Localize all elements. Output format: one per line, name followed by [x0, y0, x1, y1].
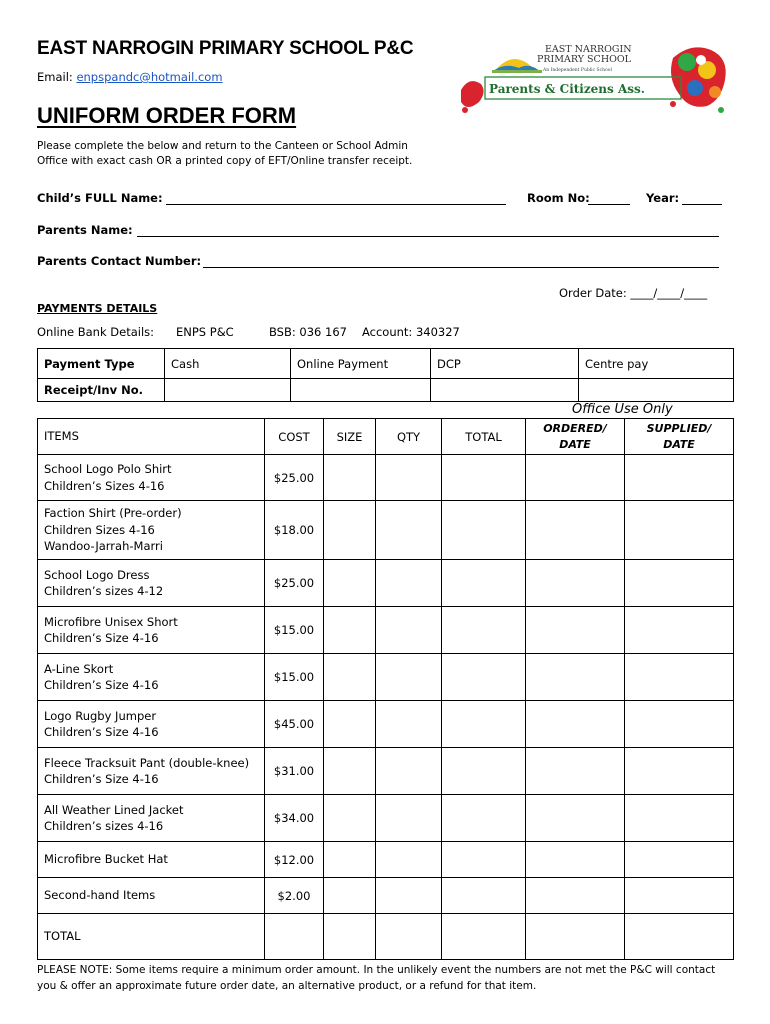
year-label: Year:: [646, 191, 680, 205]
header-supplied: [625, 419, 734, 455]
form-title: UNIFORM ORDER FORM: [37, 103, 297, 128]
item-row: [38, 455, 734, 501]
item-line: Second-hand Items: [44, 888, 156, 903]
item-row: [38, 501, 734, 560]
item-line: Children’s Size 4-16: [44, 772, 159, 786]
size-input[interactable]: [324, 654, 376, 701]
item-line: Microfibre Unisex Short: [44, 614, 178, 629]
total-input[interactable]: [442, 501, 526, 560]
supplied-date-cell: [625, 607, 734, 654]
item-line: Children’s sizes 4-12: [44, 584, 164, 598]
room-label: Room No:: [527, 191, 590, 205]
item-row: [38, 748, 734, 795]
total-input[interactable]: [442, 795, 526, 842]
item-row: [38, 701, 734, 748]
item-line: All Weather Lined Jacket: [44, 802, 184, 817]
total-input[interactable]: [442, 748, 526, 795]
logo-line2: PRIMARY SCHOOL: [537, 54, 631, 65]
ordered-date-cell: [526, 501, 625, 560]
school-title: EAST NARROGIN PRIMARY SCHOOL P&C: [37, 38, 414, 59]
instruction-line: Office with exact cash OR a printed copy of EFT/Online transfer receipt.: [37, 155, 413, 167]
qty-input[interactable]: [376, 607, 442, 654]
payment-option-cash[interactable]: Cash: [165, 349, 291, 379]
item-line: Children Sizes 4-16: [44, 522, 155, 537]
item-row: [38, 878, 734, 914]
total-input[interactable]: [442, 455, 526, 501]
receipt-label: Receipt/Inv No.: [38, 379, 165, 402]
item-description: [38, 560, 265, 607]
item-line: Children’s Size 4-16: [44, 725, 159, 739]
header-size: SIZE: [324, 419, 376, 455]
item-line: Logo Rugby Jumper: [44, 708, 157, 723]
item-row: [38, 560, 734, 607]
total-cell: [324, 914, 376, 960]
item-line: Children’s Size 4-16: [44, 678, 159, 692]
item-cost: $12.00: [265, 842, 324, 878]
qty-input[interactable]: [376, 654, 442, 701]
instruction-line: Please complete the below and return to the Canteen or School Admin: [37, 140, 408, 152]
header-items: ITEMS: [38, 419, 265, 455]
child-name-label: Child’s FULL Name:: [37, 191, 163, 205]
bank-label: Online Bank Details:: [37, 325, 155, 339]
order-date-label: Order Date:: [559, 286, 627, 300]
total-input[interactable]: [442, 560, 526, 607]
email-label: Email:: [37, 70, 73, 84]
item-cost: $15.00: [265, 654, 324, 701]
ordered-date-cell: [526, 878, 625, 914]
ordered-date-cell: [526, 455, 625, 501]
item-line: Microfibre Bucket Hat: [44, 852, 168, 867]
receipt-input[interactable]: [165, 379, 291, 402]
year-field: [646, 191, 679, 205]
item-description: [38, 501, 265, 560]
order-date-input[interactable]: ____/____/____: [630, 286, 708, 300]
footer-note: PLEASE NOTE: Some items require a minimum order amount. In the unlikely event the numbers are not met the P&C will contact you & offer an approximate future order date, an alternative product, or a refund for that item.: [37, 964, 716, 992]
payments-heading: PAYMENTS DETAILS: [37, 302, 158, 315]
header-total: TOTAL: [442, 419, 526, 455]
header-ordered-line1: ORDERED/: [543, 421, 607, 435]
ordered-date-cell: [526, 842, 625, 878]
item-row: [38, 607, 734, 654]
total-input[interactable]: [442, 654, 526, 701]
size-input[interactable]: [324, 607, 376, 654]
pc-association-logo: [459, 40, 731, 114]
size-input[interactable]: [324, 701, 376, 748]
item-line: School Logo Dress: [44, 567, 150, 582]
size-input[interactable]: [324, 501, 376, 560]
receipt-input[interactable]: [431, 379, 579, 402]
parents-contact-input[interactable]: [203, 258, 719, 268]
header-supplied-line2: DATE: [663, 437, 695, 451]
qty-input[interactable]: [376, 795, 442, 842]
item-description: [38, 795, 265, 842]
size-input[interactable]: [324, 795, 376, 842]
order-date-field: [559, 286, 707, 300]
item-description: [38, 701, 265, 748]
supplied-date-cell: [625, 842, 734, 878]
item-row: [38, 654, 734, 701]
parents-name-label: Parents Name:: [37, 223, 133, 237]
item-cost: $25.00: [265, 560, 324, 607]
ordered-date-cell: [526, 748, 625, 795]
item-cost: $45.00: [265, 701, 324, 748]
item-description: [38, 607, 265, 654]
total-cell: [625, 914, 734, 960]
ordered-date-cell: [526, 607, 625, 654]
qty-input[interactable]: [376, 878, 442, 914]
item-cost: $25.00: [265, 455, 324, 501]
total-input[interactable]: [442, 607, 526, 654]
supplied-date-cell: [625, 501, 734, 560]
qty-input[interactable]: [376, 455, 442, 501]
year-input[interactable]: [682, 195, 722, 205]
total-label: TOTAL: [38, 914, 265, 960]
qty-input[interactable]: [376, 501, 442, 560]
item-row: [38, 795, 734, 842]
header-supplied-line1: SUPPLIED/: [646, 421, 712, 435]
qty-input[interactable]: [376, 748, 442, 795]
item-description: [38, 878, 265, 914]
item-cost: $31.00: [265, 748, 324, 795]
parents-contact-label: Parents Contact Number:: [37, 254, 202, 268]
logo-line4: Parents & Citizens Ass.: [489, 82, 645, 96]
total-cell[interactable]: [442, 914, 526, 960]
item-line: Children’s Size 4-16: [44, 631, 159, 645]
item-line: Children’s sizes 4-16: [44, 819, 164, 833]
instructions: [37, 139, 457, 169]
header-qty: QTY: [376, 419, 442, 455]
room-input[interactable]: [588, 195, 630, 205]
size-input[interactable]: [324, 455, 376, 501]
header-ordered: [526, 419, 625, 455]
item-cost: $34.00: [265, 795, 324, 842]
payment-option-centrepay[interactable]: Centre pay: [579, 349, 734, 379]
ordered-date-cell: [526, 701, 625, 748]
size-input[interactable]: [324, 878, 376, 914]
payment-option-dcp[interactable]: DCP: [431, 349, 579, 379]
item-line: Children’s Sizes 4-16: [44, 478, 165, 493]
child-name-input[interactable]: [166, 195, 506, 205]
size-input[interactable]: [324, 842, 376, 878]
item-line: A-Line Skort: [44, 661, 114, 676]
ordered-date-cell: [526, 795, 625, 842]
receipt-input[interactable]: [291, 379, 431, 402]
header-cost: COST: [265, 419, 324, 455]
total-input[interactable]: [442, 701, 526, 748]
item-line: Faction Shirt (Pre-order): [44, 506, 182, 521]
total-input[interactable]: [442, 842, 526, 878]
receipt-input[interactable]: [579, 379, 734, 402]
item-description: [38, 748, 265, 795]
size-input[interactable]: [324, 748, 376, 795]
header-ordered-line2: DATE: [559, 437, 591, 451]
supplied-date-cell: [625, 701, 734, 748]
child-name-field: [37, 191, 163, 205]
total-cell[interactable]: [376, 914, 442, 960]
item-line: Fleece Tracksuit Pant (double-knee): [44, 755, 250, 770]
parents-name-field: [37, 223, 133, 237]
parents-name-input[interactable]: [137, 227, 719, 237]
total-cell: [526, 914, 625, 960]
item-line: School Logo Polo Shirt: [44, 462, 172, 476]
parents-contact-field: [37, 254, 201, 268]
item-line: Wandoo-Jarrah-Marri: [44, 539, 163, 554]
item-row: [38, 842, 734, 878]
payment-option-online[interactable]: Online Payment: [291, 349, 431, 379]
qty-input[interactable]: [376, 701, 442, 748]
logo-line1: EAST NARROGIN: [545, 44, 632, 55]
items-table: [37, 418, 734, 960]
item-cost: $2.00: [265, 878, 324, 914]
supplied-date-cell: [625, 878, 734, 914]
email-row: [37, 70, 223, 84]
office-use-label: Office Use Only: [572, 402, 673, 417]
email-link[interactable]: enpspandc@hotmail.com: [76, 70, 223, 84]
payment-type-label: Payment Type: [38, 349, 165, 379]
size-input[interactable]: [324, 560, 376, 607]
item-description: [38, 842, 265, 878]
supplied-date-cell: [625, 455, 734, 501]
logo-line3: An Independent Public School: [543, 68, 612, 73]
payment-table: [37, 348, 734, 402]
item-cost: $18.00: [265, 501, 324, 560]
account-name: ENPS P&C: [176, 325, 234, 339]
supplied-date-cell: [625, 795, 734, 842]
supplied-date-cell: [625, 748, 734, 795]
supplied-date-cell: [625, 654, 734, 701]
item-cost: $15.00: [265, 607, 324, 654]
account-number: Account: 340327: [362, 325, 460, 339]
qty-input[interactable]: [376, 560, 442, 607]
ordered-date-cell: [526, 654, 625, 701]
room-field: [527, 191, 590, 205]
qty-input[interactable]: [376, 842, 442, 878]
item-description: [38, 654, 265, 701]
supplied-date-cell: [625, 560, 734, 607]
total-cell: [265, 914, 324, 960]
item-description: [38, 455, 265, 501]
bsb: BSB: 036 167: [269, 325, 347, 339]
ordered-date-cell: [526, 560, 625, 607]
total-input[interactable]: [442, 878, 526, 914]
